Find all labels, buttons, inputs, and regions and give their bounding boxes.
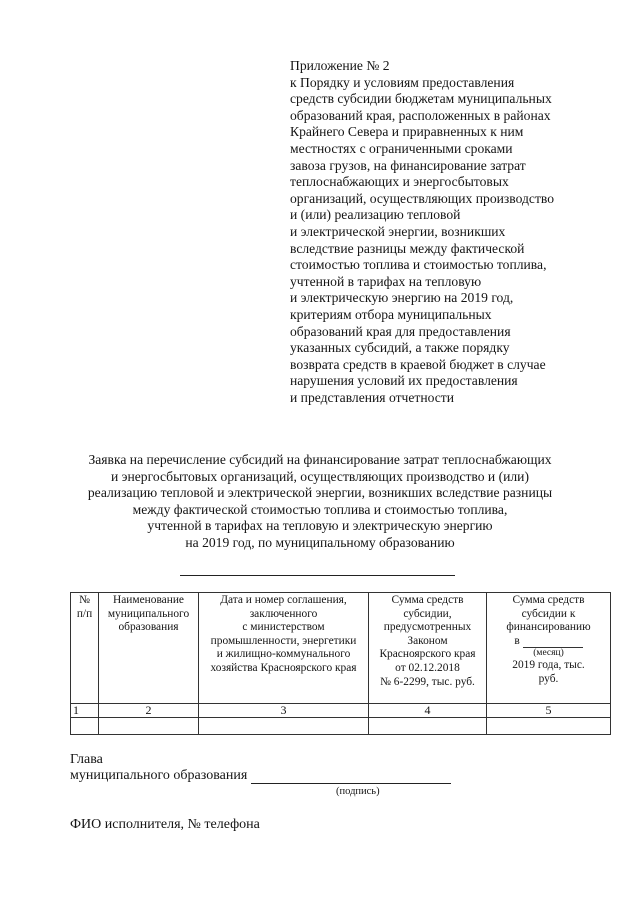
month-note: (месяц) <box>533 648 564 659</box>
title-line: Заявка на перечисление субсидий на финансирование затрат теплоснабжающих <box>88 452 552 467</box>
appendix-line: образований края, расположенных в районах <box>290 107 551 123</box>
header-text: № <box>79 594 90 606</box>
appendix-line: местностях с ограниченными сроками <box>290 140 513 156</box>
appendix-line: стоимостью топлива и стоимостью топлива, <box>290 257 547 273</box>
title-line: между фактической стоимостью топлива и стоимостью топлива, <box>132 501 508 517</box>
table-cell[interactable] <box>199 718 369 735</box>
table-header-row <box>71 593 611 704</box>
table-cell[interactable] <box>71 718 99 735</box>
subsidy-table <box>70 592 611 735</box>
header-text: Законом <box>407 634 448 647</box>
column-number: 3 <box>199 704 369 718</box>
appendix-line: нарушения условий их предоставления <box>290 373 518 389</box>
title-line: учтенной в тарифах на тепловую и электрическую энергию <box>147 518 493 534</box>
header-text: промышленности, энергетики <box>210 634 357 647</box>
signature-line[interactable] <box>251 769 451 784</box>
header-cell-financing-amount <box>487 593 611 704</box>
header-text: 2019 года, тыс. <box>512 659 585 672</box>
column-number: 1 <box>71 704 99 718</box>
month-blank-line[interactable] <box>523 637 583 648</box>
header-cell-agreement <box>199 593 369 704</box>
column-number: 5 <box>487 704 611 718</box>
signature-note: (подпись) <box>336 786 380 797</box>
appendix-line: Крайнего Севера и приравненных к ним <box>290 124 524 140</box>
table-cell[interactable] <box>487 718 611 735</box>
appendix-line: средств субсидии бюджетам муниципальных <box>290 91 552 107</box>
appendix-line: указанных субсидий, а также порядку <box>290 340 510 356</box>
header-text: субсидии, <box>403 607 452 620</box>
appendix-line: и (или) реализацию тепловой <box>290 207 461 223</box>
header-text: руб. <box>538 672 559 685</box>
header-text: Дата и номер соглашения, <box>220 594 347 606</box>
table-cell[interactable] <box>99 718 199 735</box>
header-text: Наименование <box>113 594 184 606</box>
request-title <box>0 452 640 552</box>
appendix-line: образований края для предоставления <box>290 323 511 339</box>
appendix-line: завоза грузов, на финансирование затрат <box>290 157 526 173</box>
header-text: и жилищно-коммунального <box>216 648 351 661</box>
header-text: заключенного <box>249 607 318 620</box>
header-text: Сумма средств <box>391 594 464 606</box>
header-text: Сумма средств <box>512 594 585 606</box>
municipality-blank-line[interactable] <box>180 575 455 576</box>
appendix-block <box>290 58 630 406</box>
header-cell-law-amount <box>369 593 487 704</box>
title-line: на 2019 год, по муниципальному образованию <box>185 534 455 550</box>
header-text: от 02.12.2018 <box>395 661 460 674</box>
header-text: хозяйства Красноярского края <box>210 661 357 674</box>
appendix-line: и электрическую энергию на 2019 год, <box>290 290 514 306</box>
appendix-line: и электрической энергии, возникших <box>290 223 506 239</box>
header-cell-municipality <box>99 593 199 704</box>
table-row <box>71 718 611 735</box>
header-text: муниципального <box>107 607 190 620</box>
org-label: муниципального образования <box>70 768 248 783</box>
appendix-line: учтенной в тарифах на тепловую <box>290 273 482 289</box>
appendix-line: Приложение № 2 <box>290 58 390 73</box>
header-text: субсидии к <box>521 607 576 620</box>
header-text: образования <box>118 621 179 634</box>
header-text: № 6-2299, тыс. руб. <box>380 675 475 688</box>
column-number: 4 <box>369 704 487 718</box>
appendix-line: и представления отчетности <box>290 389 454 405</box>
executor-label: ФИО исполнителя, № телефона <box>70 817 260 832</box>
header-text: финансированию <box>506 621 591 634</box>
title-line: реализацию тепловой и электрической энергии, возникших вследствие разницы <box>87 485 553 501</box>
head-label: Глава <box>70 752 103 767</box>
title-line: и энергосбытовых организаций, осуществляющих производство и (или) <box>110 468 529 484</box>
header-text: предусмотренных <box>383 621 472 634</box>
appendix-line: возврата средств в краевой бюджет в случае <box>290 356 546 372</box>
column-number: 2 <box>99 704 199 718</box>
table-column-numbers-row <box>71 704 611 718</box>
appendix-line: к Порядку и условиям предоставления <box>290 74 515 90</box>
appendix-line: вследствие разницы между фактической <box>290 240 525 256</box>
appendix-line: организаций, осуществляющих производство <box>290 190 555 206</box>
appendix-line: теплоснабжающих и энергосбытовых <box>290 174 509 190</box>
appendix-line: критериям отбора муниципальных <box>290 306 492 322</box>
header-text: с министерством <box>242 621 325 634</box>
header-text: в <box>514 634 520 647</box>
header-month-row <box>489 635 608 649</box>
table-cell[interactable] <box>369 718 487 735</box>
header-cell-number <box>71 593 99 704</box>
header-text: п/п <box>76 607 93 620</box>
header-text: Красноярского края <box>379 648 476 661</box>
signature-row <box>70 767 451 784</box>
